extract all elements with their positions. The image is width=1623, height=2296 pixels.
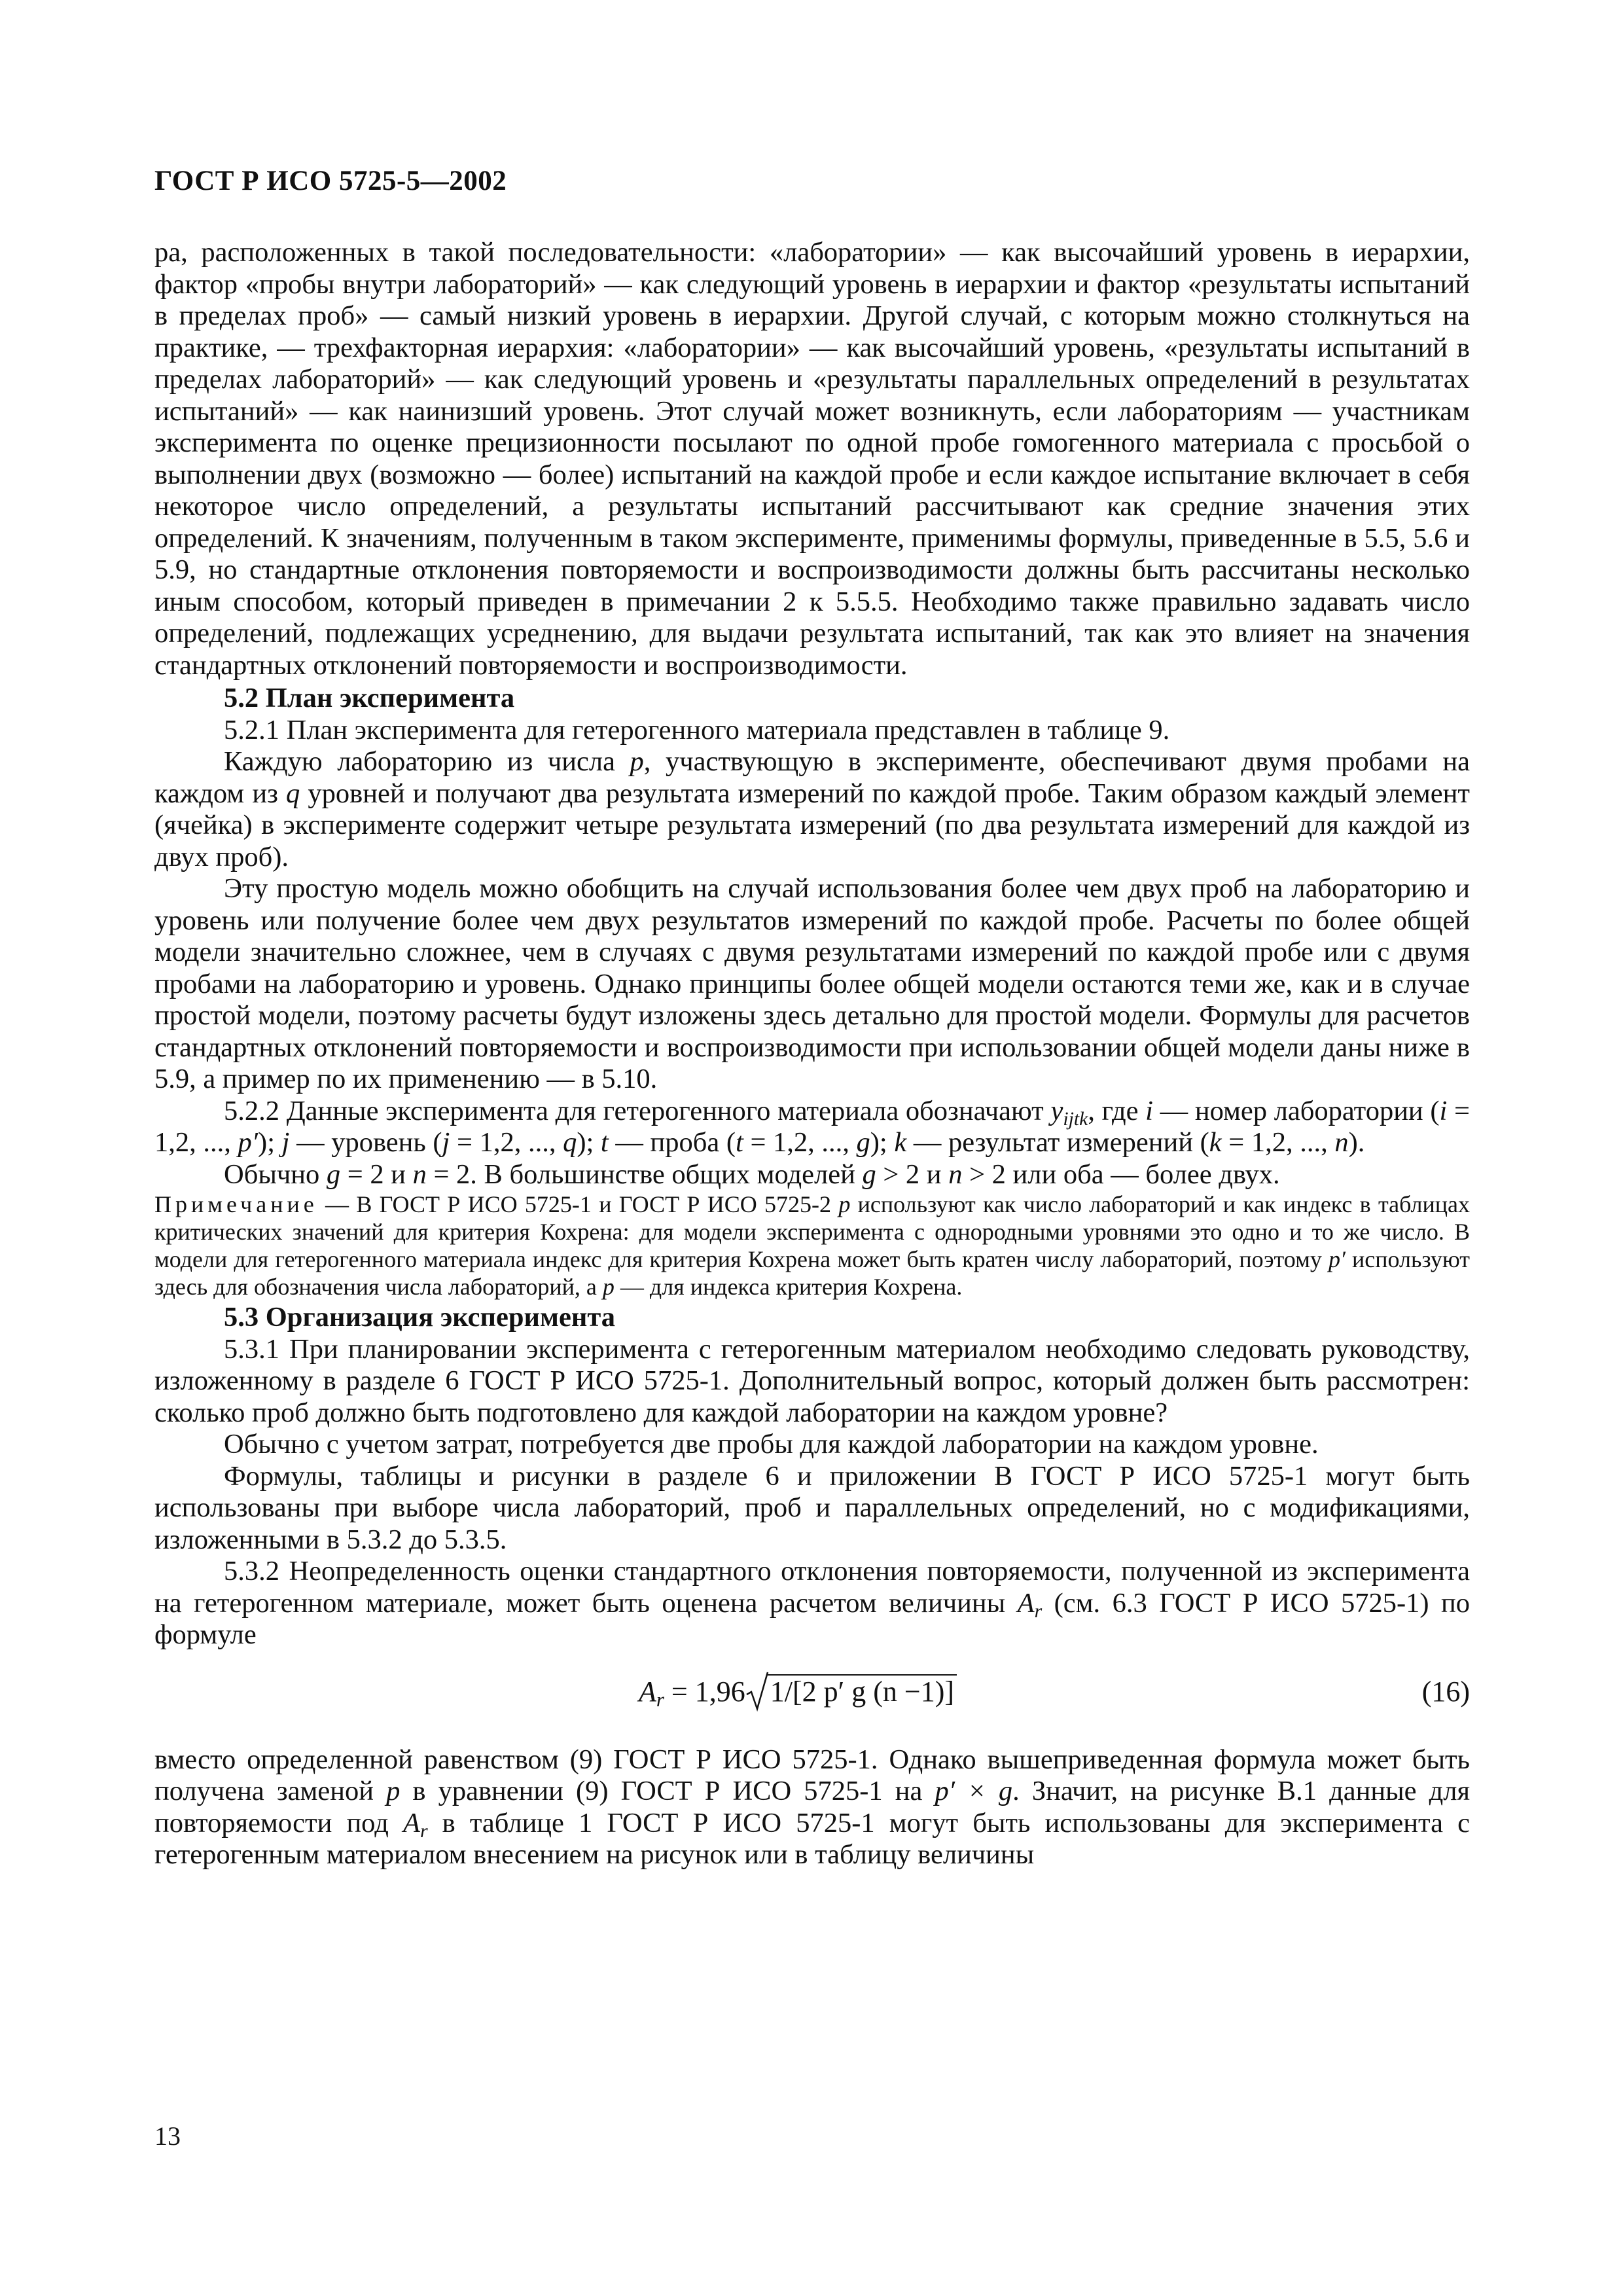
paragraph-5-2-2: 5.2.2 Данные эксперимента для гетерогенного материала обозначают $y_{ijtk}$, где i — номер лаборатории (i = 1,2, ..., p′); j — уровень (j = 1,2, ..., q); t — проба (t = 1,2, ..., g); k — результат измерений (k = 1,2, ..., n). [154,1095,1471,1158]
note-paragraph: Примечание — В ГОСТ Р ИСО 5725-1 и ГОСТ Р ИСО 5725-2 p используют как число лабораторий и как индекс в таблицах критических значений для критерия Кохрена: для модели эксперимента с однородными уровнями это одно и то же число. В модели для гетерогенного материала индекс для критерия Кохрена может быть кратен числу лабораторий, поэтому p′ используют здесь для обозначения числа лабораторий, а p — для индекса критерия Кохрена. [154,1191,1471,1300]
paragraph-5-2-1-general-model: Эту простую модель можно обобщить на случай использования более чем двух проб на лабораторию и уровень или получение более чем двух результатов измерений по каждой пробе. Расчеты по более общей модели значительно сложнее, чем в случаях с двумя результатами измерений по каждой пробе или с двумя пробами на лабораторию и уровень. Однако принципы более общей модели остаются теми же, как и в случае простой модели, поэтому расчеты будут изложены здесь детально для простой модели. Формулы для расчетов стандартных отклонений повторяемости и воспроизводимости при использовании общей модели даны ниже в 5.9, а пример по их применению — в 5.10. [154,873,1470,1094]
paragraph-5-2-1-labs: Каждую лабораторию из числа p, участвующую в эксперименте, обеспечивают двумя пробами на каждом из q уровней и получают два результата измерений по каждой пробе. Таким образом каждый элемент (ячейка) в эксперименте содержит четыре результата измерений (по два результата измерений для каждой из двух проб). [154,746,1470,872]
paragraph-5-2-1: 5.2.1 План эксперимента для гетерогенного материала представлен в таблице 9. [224,714,1170,745]
formula-16 [154,1664,1470,1736]
section-heading-5-2: 5.2 План эксперимента [224,683,515,713]
paragraph-5-3-1-cost: Обычно с учетом затрат, потребуется две пробы для каждой лаборатории на каждом уровне. [224,1429,1319,1460]
paragraph-5-2-2-usual: Обычно g = 2 и n = 2. В большинстве общих моделей g > 2 и n > 2 или оба — более двух. [224,1158,1280,1190]
paragraph-5-3-2-continued: вместо определенной равенством (9) ГОСТ Р ИСО 5725-1. Однако вышеприведенная формула может быть получена заменой p в уравнении (9) ГОСТ Р ИСО 5725-1 на p′ × g. Значит, на рисунке В.1 данные для повторяемости под $A_r$ в таблице 1 ГОСТ Р ИСО 5725-1 могут быть использованы для эксперимента с гетерогенным материалом внесением на рисунок или в таблицу величины [154,1744,1470,1870]
paragraph-5-3-1-formulas: Формулы, таблицы и рисунки в разделе 6 и приложении В ГОСТ Р ИСО 5725-1 могут быть использованы при выборе числа лабораторий, проб и параллельных определений, но с модификациями, изложенными в 5.3.2 до 5.3.5. [154,1460,1470,1555]
document-header: ГОСТ Р ИСО 5725-5—2002 [154,166,507,196]
section-heading-5-3: 5.3 Организация эксперимента [224,1302,615,1333]
square-root: 1/[2 p′ g (n −1)] [745,1676,957,1708]
document-body [154,237,1470,1871]
equation-number: (16) [1421,1675,1470,1708]
paragraph-5-3-2: 5.3.2 Неопределенность оценки стандартного отклонения повторяемости, полученной из эксперимента на гетерогенном материале, может быть оценена расчетом величины $A_r$ (см. 6.3 ГОСТ Р ИСО 5725-1) по формуле [154,1556,1471,1650]
paragraph-5-3-1: 5.3.1 При планировании эксперимента с гетерогенным материалом необходимо следовать руководству, изложенному в разделе 6 ГОСТ Р ИСО 5725-1. Дополнительный вопрос, который должен быть рассмотрен: сколько проб должно быть подготовлено для каждой лаборатории на каждом уровне? [154,1333,1470,1428]
formula-expression: $A_r = 1,96$ 1/[2 p′ g (n −1)] [639,1676,957,1708]
page-number: 13 [154,2121,181,2151]
paragraph-intro: ра, расположенных в такой последовательности: «лаборатории» — как высочайший уровень в иерархии, фактор «пробы внутри лабораторий» — как следующий уровень в иерархии и фактор «результаты испытаний в пределах проб» — самый низкий уровень в иерархии. Другой случай, с которым можно столкнуться на практике, — трехфакторная иерархия: «лаборатории» — как высочайший уровень, «результаты испытаний в пределах лабораторий» — как следующий уровень и «результаты параллельных определений в результатах испытаний» — как наинизший уровень. Этот случай может возникнуть, если лабораториям — участникам эксперимента по оценке прецизионности посылают по одной пробе гомогенного материала с просьбой о выполнении двух (возможно — более) испытаний на каждой пробе и если каждое испытание включает в себя некоторое число определений, а результаты испытаний рассчитывают как средние значения этих определений. К значениям, полученным в таком эксперименте, применимы формулы, приведенные в 5.5, 5.6 и 5.9, но стандартные отклонения повторяемости и воспроизводимости должны быть рассчитаны несколько иным способом, который приведен в примечании 2 к 5.5.5. Необходимо также правильно задавать число определений, подлежащих усреднению, для выдачи результата испытаний, так как это влияет на значения стандартных отклонений повторяемости и воспроизводимости. [154,237,1470,681]
note-label: Примечание [154,1191,318,1217]
